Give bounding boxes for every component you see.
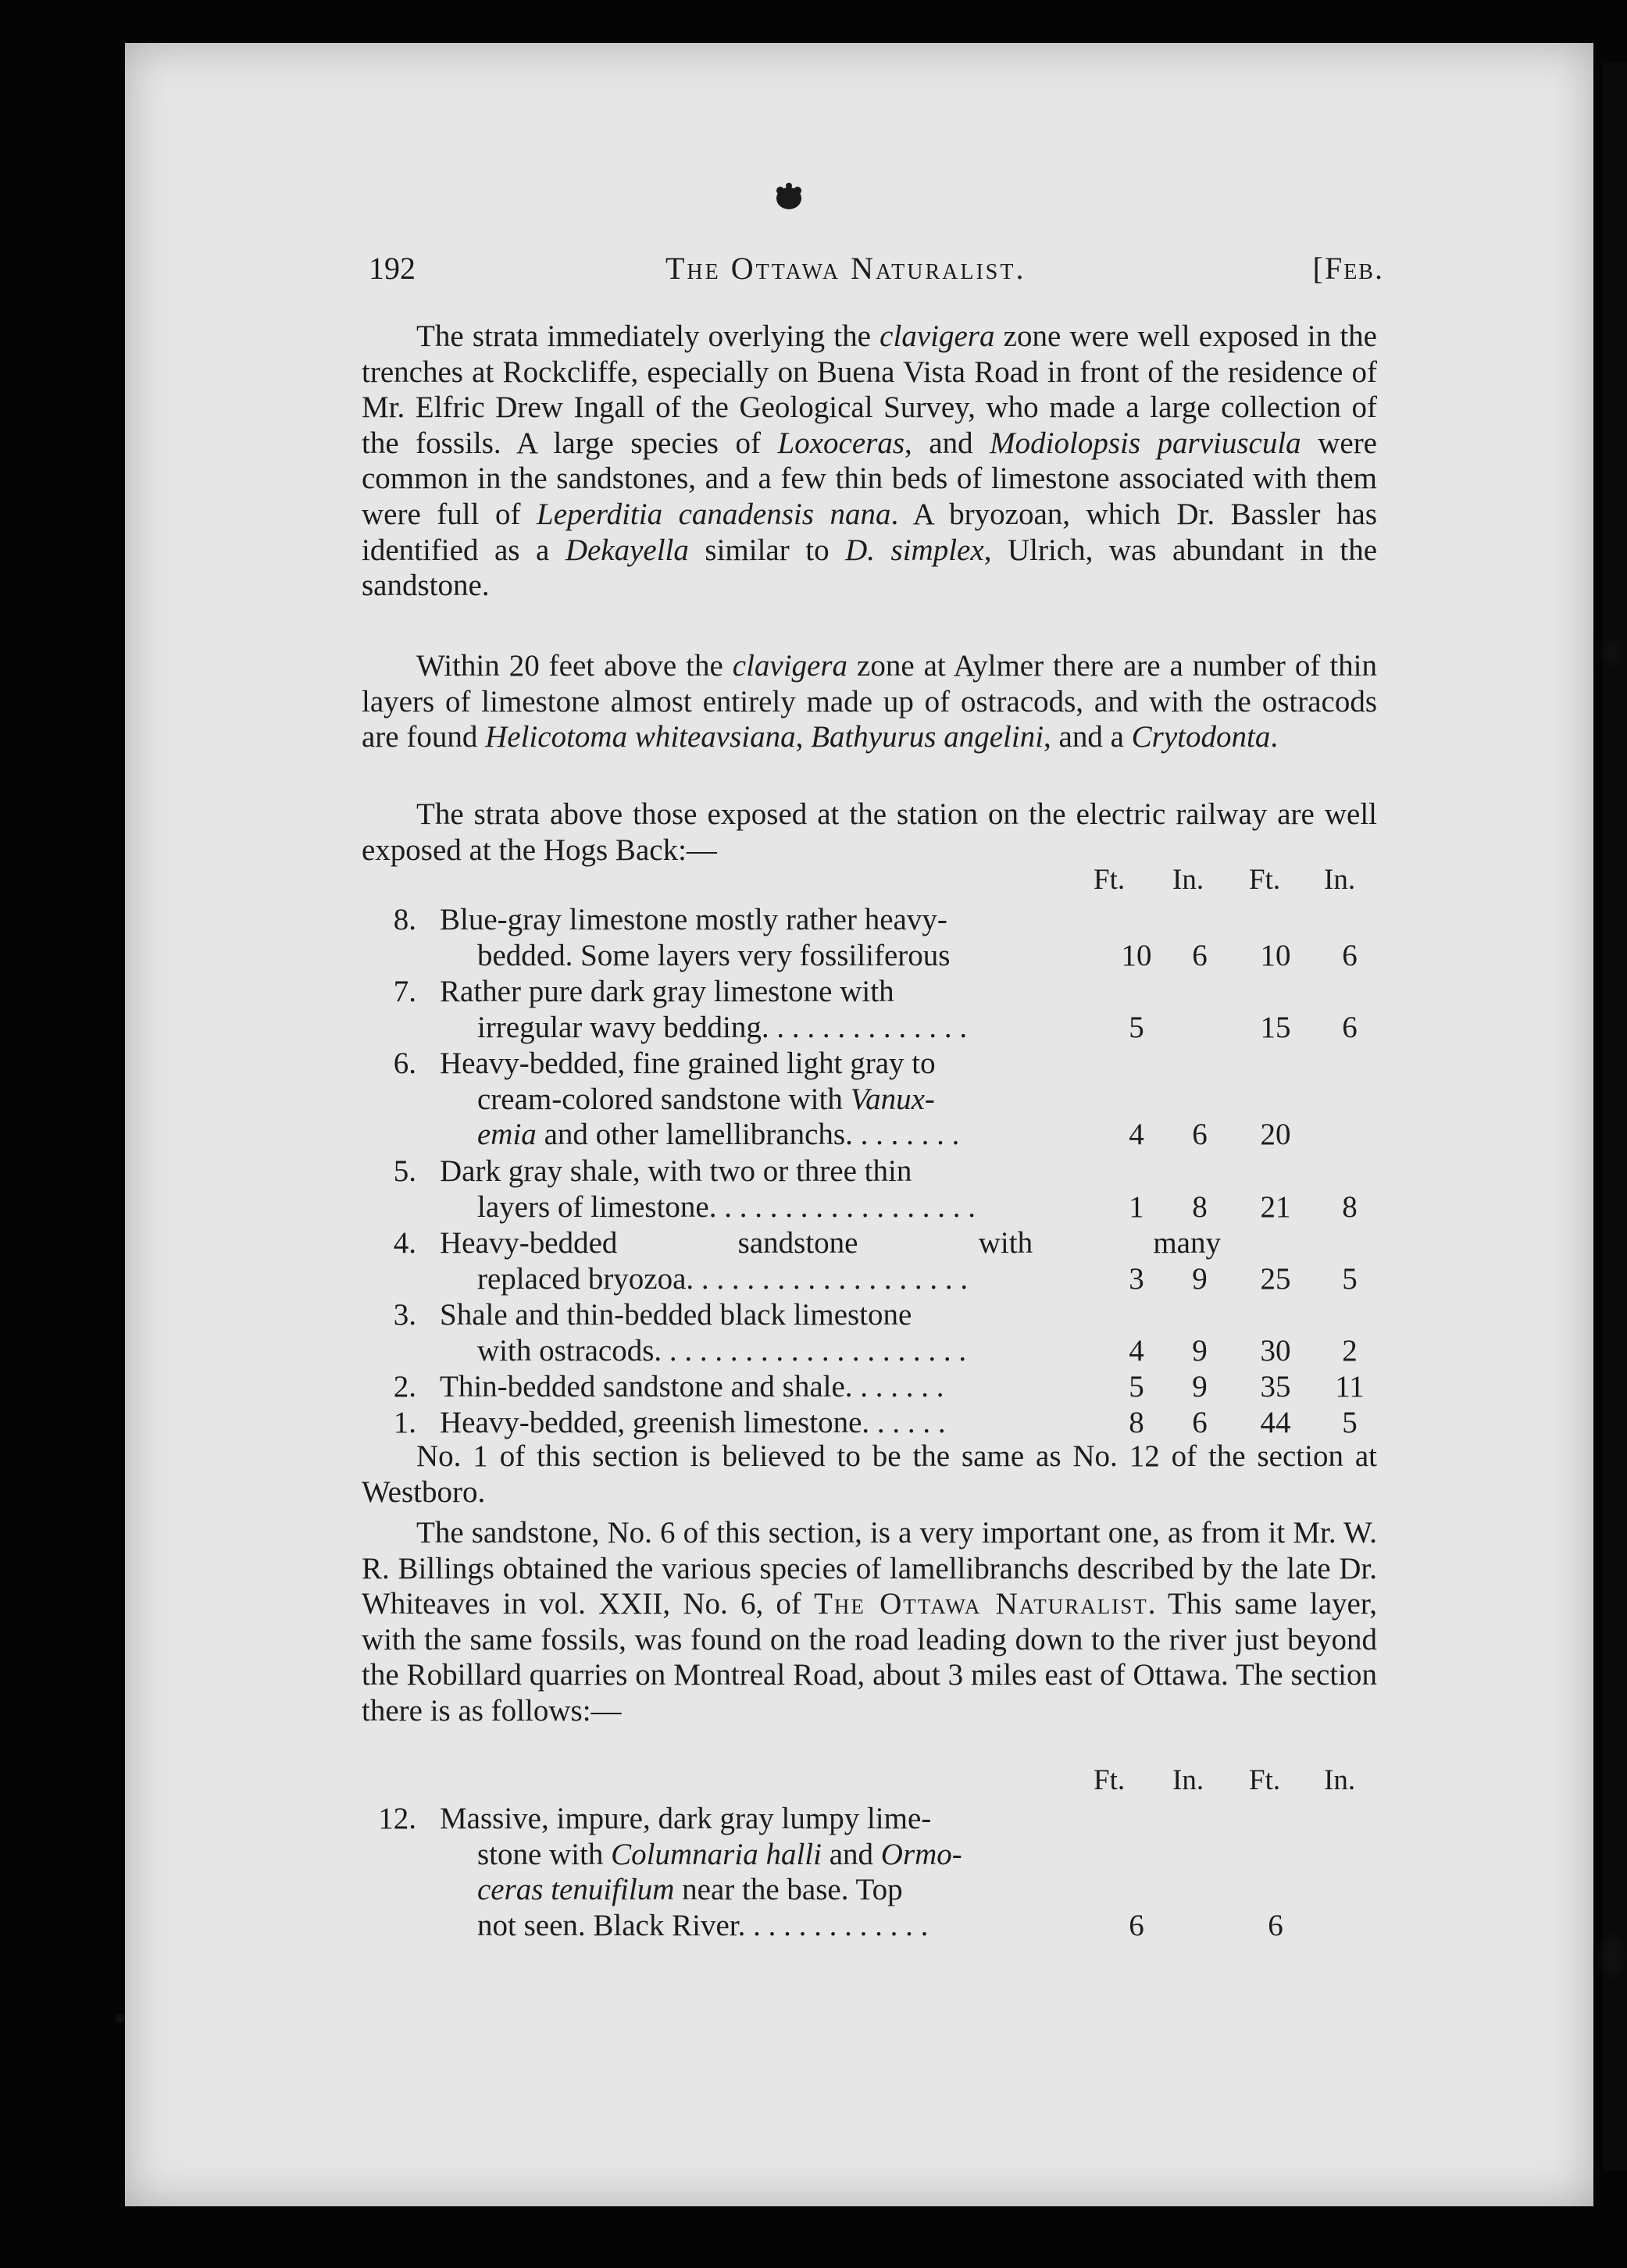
desc-line: Heavy-bedded, fine grained light gray to — [440, 1047, 936, 1080]
desc-line: Shale and thin-bedded black limestone — [440, 1298, 912, 1332]
text-run: near the base. Top — [674, 1873, 903, 1907]
col-header-in: In. — [1172, 864, 1204, 896]
text-run: The strata immediately overlying the — [416, 319, 880, 353]
desc-line: Rather pure dark gray limestone with — [440, 975, 894, 1008]
text-run: The sandstone, No. 6 of this section, is a very important one, as from it Mr. W. R. Billings obtained the various species of lamellibranchs described by the late Dr. Whiteaves in vol. XXII, No. 6, of — [362, 1516, 1377, 1621]
bed-description — [440, 974, 1221, 1045]
genus-name: Vanux- — [850, 1082, 935, 1116]
running-title: The Ottawa Naturalist. — [665, 251, 1026, 286]
thickness-ft: 6 — [1129, 1908, 1144, 1942]
bed-description — [440, 1046, 1221, 1153]
bed-description — [440, 1801, 1221, 1943]
text-run: similar to — [688, 533, 846, 567]
text-run: stone with — [477, 1837, 612, 1871]
paragraph-hogs-back-intro: The strata above those exposed at the station on the electric railway are well exposed at the Hogs Back:— — [362, 797, 1377, 867]
ink-smudge — [1601, 1937, 1623, 1976]
running-month: [Feb. — [1312, 251, 1384, 286]
thickness-in: 9 — [1192, 1333, 1208, 1368]
montreal-road-section-table — [362, 1763, 1377, 1951]
species-name: ceras tenuifilum — [477, 1873, 675, 1907]
text-run: and — [821, 1837, 881, 1871]
paragraph-aylmer — [362, 648, 1377, 755]
text-run: and other lamellibranchs. . . . . . . . — [536, 1118, 960, 1152]
species-name: Loxoceras — [777, 426, 905, 460]
thickness-ft: 3 — [1129, 1261, 1144, 1296]
ink-smudge — [1603, 640, 1618, 664]
thickness-ft: 1 — [1129, 1189, 1144, 1224]
species-name: Columnaria halli — [611, 1837, 822, 1871]
text-run: zone at Aylmer there are a number of thin layers of limestone almost entirely made up of ostracods, and with the ostracods are found — [362, 649, 1377, 754]
thickness-ft: 5 — [1129, 1370, 1144, 1403]
col-header-ft: Ft. — [1094, 1764, 1126, 1796]
species-name: clavigera — [732, 649, 848, 683]
species-name: Leperditia canadensis nana — [537, 497, 891, 531]
species-name: Crytodonta — [1131, 720, 1271, 754]
species-name: clavigera — [880, 319, 995, 353]
total-ft: 20 — [1260, 1118, 1291, 1152]
thickness-ft: 4 — [1129, 1333, 1144, 1368]
desc-line: layers of limestone. . . . . . . . . . . . . . . . . . — [477, 1189, 976, 1224]
desc-line: irregular wavy bedding. . . . . . . . . . . . . . — [477, 1010, 968, 1044]
genus-name: emia — [477, 1118, 537, 1152]
col-header-total-ft: Ft. — [1249, 864, 1281, 896]
text-run: , and a — [1044, 720, 1132, 754]
page-number: 192 — [369, 251, 416, 286]
text-run: zone were well exposed in the trenches at Rockcliffe, especially on Buena Vista Road in front of the residence of Mr. Elfric Drew Ingall of the Geological Survey, who made a large collection of the fossils. A large species of — [362, 319, 1377, 460]
decorative-ornament-icon — [769, 180, 808, 215]
text-run: were common in the sandstones, and a few thin beds of limestone associated with them were full of — [362, 426, 1377, 531]
total-ft: 15 — [1260, 1010, 1291, 1044]
bed-number: 4. — [393, 1226, 416, 1260]
total-in: 6 — [1342, 1010, 1358, 1044]
total-ft: 21 — [1260, 1189, 1291, 1224]
book-spine-shadow — [1603, 62, 1627, 2171]
col-header-total-ft: Ft. — [1249, 1764, 1281, 1796]
text-run: , — [795, 720, 812, 754]
bed-description: Heavy-bedded, greenish limestone. . . . . . — [440, 1406, 946, 1439]
bed-number: 5. — [393, 1154, 416, 1188]
bed-number: 8. — [393, 903, 416, 936]
total-ft: 44 — [1260, 1406, 1291, 1439]
page-header — [369, 250, 1384, 289]
text-run: , Ulrich, was abundant in the sandstone. — [362, 533, 1377, 603]
bed-number: 12. — [378, 1802, 416, 1835]
thickness-ft: 10 — [1121, 938, 1152, 972]
hogs-back-section-table — [362, 863, 1377, 1441]
desc-line: with ostracods. . . . . . . . . . . . . . . . . . . . . — [477, 1333, 967, 1368]
species-name: Bathyurus angelini — [811, 720, 1044, 754]
total-in: 5 — [1342, 1261, 1358, 1296]
total-in: 6 — [1342, 938, 1358, 972]
bed-number: 3. — [393, 1298, 416, 1332]
thickness-in: 6 — [1192, 1118, 1208, 1152]
text-run: . — [1270, 720, 1279, 754]
text-run: . This same layer, with the same fossils, was found on the road leading down to the river just beyond the Robillard quarries on Montreal Road, about 3 miles east of Ottawa. The section there is as follows:— — [362, 1587, 1377, 1728]
bed-number: 2. — [393, 1370, 416, 1403]
text-run: cream-colored sandstone with — [477, 1082, 851, 1116]
total-in: 8 — [1342, 1189, 1358, 1224]
col-header-total-in: In. — [1324, 864, 1356, 896]
desc-line: replaced bryozoa. . . . . . . . . . . . . . . . . . . — [477, 1261, 969, 1296]
bed-description — [440, 902, 1221, 973]
thickness-ft: 5 — [1129, 1010, 1144, 1044]
thickness-in: 9 — [1192, 1261, 1208, 1296]
text-run: Within 20 feet above the — [416, 649, 733, 683]
journal-title: The Ottawa Naturalist — [814, 1587, 1148, 1621]
bed-number: 7. — [393, 975, 416, 1008]
desc-line: Blue-gray limestone mostly rather heavy- — [440, 903, 947, 936]
species-name: D. simplex — [845, 533, 984, 567]
thickness-in: 6 — [1192, 1406, 1208, 1439]
text-run: . A bryozoan, which Dr. Bassler has identified as a — [362, 497, 1378, 567]
paragraph-rockcliffe — [362, 319, 1377, 604]
ink-dot — [116, 2013, 125, 2023]
paragraph-billings-sandstone — [362, 1515, 1377, 1729]
col-header-in: In. — [1172, 1764, 1204, 1796]
total-in: 5 — [1342, 1406, 1358, 1439]
total-in: 2 — [1342, 1333, 1358, 1368]
total-in: 11 — [1335, 1370, 1365, 1403]
bed-number: 1. — [393, 1406, 416, 1439]
total-ft: 25 — [1260, 1261, 1291, 1296]
col-header-ft: Ft. — [1094, 864, 1126, 896]
desc-line: bedded. Some layers very fossiliferous — [477, 938, 951, 972]
paragraph-westboro-note: No. 1 of this section is believed to be the same as No. 12 of the section at Westboro. — [362, 1439, 1377, 1509]
bed-description — [440, 1297, 1221, 1368]
thickness-ft: 4 — [1129, 1118, 1144, 1152]
species-name: Ormo- — [880, 1837, 962, 1871]
desc-line: Massive, impure, dark gray lumpy lime- — [440, 1802, 932, 1835]
total-ft: 35 — [1260, 1370, 1291, 1403]
total-ft: 30 — [1260, 1333, 1291, 1368]
species-name: Modiolopsis parviuscula — [990, 426, 1301, 460]
thickness-ft: 8 — [1129, 1406, 1144, 1439]
desc-line: not seen. Black River. . . . . . . . . . . . . — [477, 1908, 929, 1942]
thickness-in: 8 — [1192, 1189, 1208, 1224]
col-header-total-in: In. — [1324, 1764, 1356, 1796]
bed-number: 6. — [393, 1047, 416, 1080]
bed-description: Thin-bedded sandstone and shale. . . . . . . — [440, 1370, 944, 1403]
bed-description — [440, 1225, 1221, 1296]
species-name: Helicotoma whiteavsiana — [485, 720, 796, 754]
text-run: , and — [904, 426, 990, 460]
thickness-in: 9 — [1192, 1370, 1208, 1403]
thickness-in: 6 — [1192, 938, 1208, 972]
desc-line: Heavy-bedded sandstone with many — [440, 1226, 1221, 1260]
bed-description — [440, 1154, 1221, 1225]
desc-line: Dark gray shale, with two or three thin — [440, 1154, 912, 1188]
total-ft: 10 — [1260, 938, 1291, 972]
total-ft: 6 — [1268, 1908, 1283, 1942]
species-name: Dekayella — [565, 533, 689, 567]
